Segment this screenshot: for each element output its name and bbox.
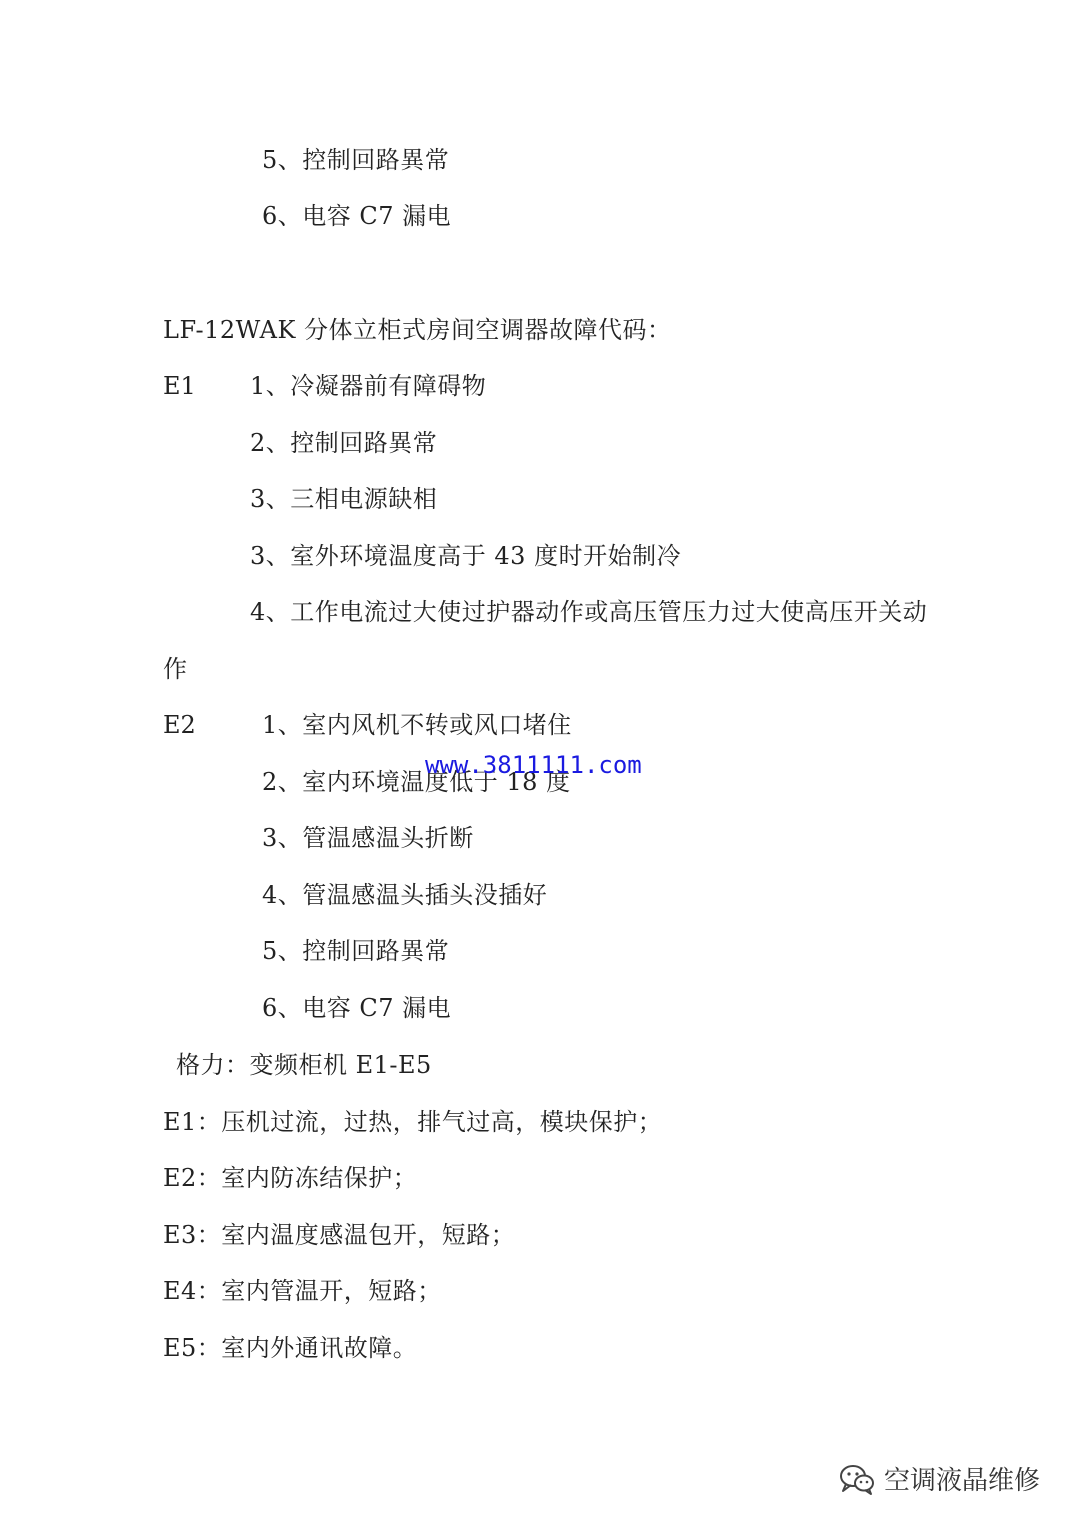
- gree-code-e5: E5：室内外通讯故障。: [163, 1334, 418, 1362]
- intro-item-6: 6、电容 C7 漏电: [262, 202, 452, 230]
- gree-code-e3: E3：室内温度感温包开，短路；: [163, 1221, 516, 1249]
- e2-item-1: 1、室内风机不转或风口堵住: [262, 711, 572, 739]
- footer-brand: [838, 1460, 1040, 1497]
- lf-section-heading: LF-12WAK 分体立柜式房间空调器故障代码：: [163, 316, 672, 344]
- gree-section-heading: 格力：变频柜机 E1-E5: [176, 1051, 432, 1079]
- watermark-url: www.3811111.com: [425, 751, 642, 779]
- e2-item-5: 5、控制回路異常: [262, 937, 450, 965]
- e2-item-4: 4、管温感温头插头没插好: [262, 881, 548, 909]
- e2-item-2: 2、室内环境温度低于 18 度: [262, 768, 571, 796]
- wechat-icon: [838, 1462, 876, 1496]
- gree-code-e1: E1：压机过流，过热，排气过高，模块保护；: [163, 1108, 663, 1136]
- e1-item-4: 4、工作电流过大使过护器动作或高压管压力过大使高压开关动: [250, 598, 928, 626]
- e2-code-label: E2: [163, 711, 196, 739]
- e1-item-2: 2、控制回路異常: [250, 429, 438, 457]
- e1-item-3b: 3、室外环境温度高于 43 度时开始制冷: [250, 542, 682, 570]
- e1-code-label: E1: [163, 372, 196, 400]
- gree-code-e4: E4：室内管温开，短路；: [163, 1277, 442, 1305]
- e2-item-3: 3、管温感温头折断: [262, 824, 474, 852]
- gree-code-e2: E2：室内防冻结保护；: [163, 1164, 418, 1192]
- e1-item-3: 3、三相电源缺相: [250, 485, 438, 513]
- intro-item-5: 5、控制回路異常: [262, 146, 450, 174]
- footer-brand-label: 空调液晶维修: [884, 1466, 1041, 1496]
- e2-item-6: 6、电容 C7 漏电: [262, 994, 452, 1022]
- e1-item-4-wrap: 作: [163, 655, 188, 683]
- e1-item-1: 1、冷凝器前有障碍物: [250, 372, 487, 400]
